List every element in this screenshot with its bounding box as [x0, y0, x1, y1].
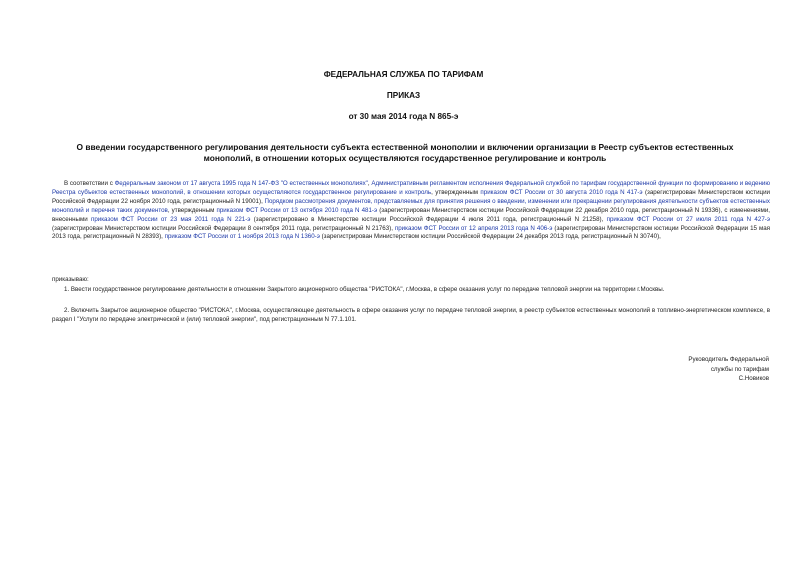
link-procedure[interactable]: Порядком рассмотрения документов, представляемых для принятия решения о введении, изменении или прекращении регулирования деятельности субъектов естественных монополий и перечня таких документов	[52, 197, 770, 214]
link-order-221[interactable]: приказом ФСТ России от 23 мая 2011 года N 221-э	[90, 215, 251, 223]
link-order-481[interactable]: приказом ФСТ России от 13 октября 2010 года N 481-э	[216, 206, 378, 214]
preamble-text: (зарегистрирован Министерством юстиции Российской Федерации 24 декабря 2013 года, регистрационный N 30740),	[319, 233, 661, 241]
preamble-text: В соответствии с	[64, 180, 115, 187]
preamble-text: (зарегистрирован Министерством юстиции Российской Федерации 15 мая 2013 года, регистрационный N 28393),	[52, 224, 770, 241]
preamble-text: (зарегистрирован Министерством юстиции Российской Федерации 22 ноября 2010 года, регистрационный N 19001),	[52, 188, 771, 205]
item-2-paragraph	[52, 307, 770, 325]
link-admin-regulation[interactable]: Административным регламентом исполнения Федеральной службой по тарифам государственной функции по формированию и ведению Реестра субъектов естественных монополий, в отношении которых осуществляются государственное регулирование и контроль	[52, 180, 771, 196]
preamble-text: , утвержденным	[431, 188, 481, 196]
document-type: ПРИКАЗ	[386, 91, 421, 100]
order-word: приказываю:	[52, 276, 89, 283]
preamble-text: , утвержденным	[167, 206, 217, 214]
signature-block	[688, 355, 769, 384]
link-order-427[interactable]: приказом ФСТ России от 27 июля 2011 года N 427-э	[606, 215, 770, 223]
link-order-417[interactable]: приказом ФСТ России от 30 августа 2010 года N 417-э	[480, 188, 643, 196]
link-order-1360[interactable]: приказом ФСТ России от 1 ноября 2013 года N 1360-э	[164, 233, 320, 241]
preamble-text: ,	[367, 180, 372, 187]
document-date-number: от 30 мая 2014 года N 865-э	[348, 112, 459, 121]
signature-name: С.Новиков	[738, 375, 769, 382]
preamble-text: (зарегистрировано в Министерстве юстиции Российской Федерации 4 июля 2011 года, регистрационный N 21258),	[250, 215, 607, 223]
agency-heading: ФЕДЕРАЛЬНАЯ СЛУЖБА ПО ТАРИФАМ	[323, 70, 484, 79]
preamble-paragraph	[52, 180, 770, 242]
link-order-406[interactable]: приказом ФСТ России от 12 апреля 2013 года N 406-э	[394, 224, 553, 232]
document-title: О введении государственного регулирования деятельности субъекта естественной монополии и включении организации в Реестр субъектов естественных монополий, в отношении которых осуществляются государственное регулирование и контроль	[76, 142, 734, 163]
signature-service: службы по тарифам	[710, 365, 769, 373]
link-federal-law[interactable]: Федеральным законом от 17 августа 1995 года N 147-ФЗ "О естественных монополиях"	[114, 180, 368, 187]
preamble-text: (зарегистрирован Министерством юстиции Российской Федерации 8 сентября 2011 года, регистрационный N 21763),	[52, 224, 395, 232]
item-1-paragraph	[52, 286, 770, 295]
item-1-text: 1. Ввести государственное регулирование деятельности в отношении Закрытого акционерного общества "РИСТОКА", г.Москва, в сфере оказания услуг по передаче тепловой энергии на территории г.Москвы.	[64, 286, 665, 293]
item-2-text: 2. Включить Закрытое акционерное общество "РИСТОКА", г.Москва, осуществляющее деятельность в сфере оказания услуг по передаче тепловой энергии, в реестр субъектов естественных монополий в топливно-энергетическом комплексе, в раздел I "Услуги по передаче электрической и (или) тепловой энергии", под регистрационным N 77.1.101.	[52, 307, 770, 323]
preamble-text: (зарегистрирован Министерством юстиции Российской Федерации 22 декабря 2010 года, регистрационный N 19336), с изменениями, внесенными	[52, 206, 770, 223]
signature-position: Руководитель Федеральной	[688, 356, 769, 363]
